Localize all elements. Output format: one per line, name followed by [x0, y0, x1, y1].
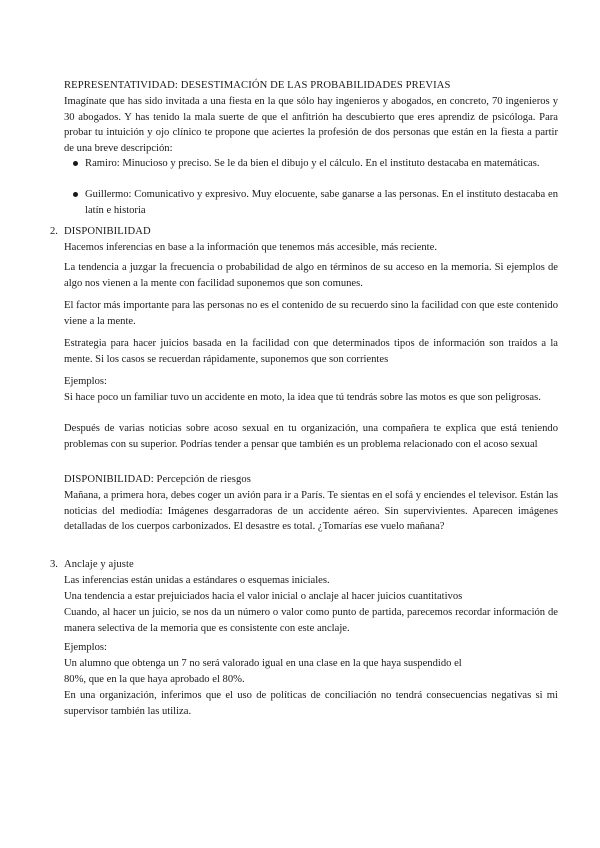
- section-title-anclaje: Anclaje y ajuste: [64, 559, 134, 570]
- paragraph: Las inferencias están unidas a estándares o esquemas iniciales.: [64, 575, 330, 586]
- section-number-2: 2.: [50, 226, 58, 237]
- section-number-3: 3.: [50, 559, 58, 570]
- risk-paragraph: Mañana, a primera hora, debes coger un avión para ir a París. Te sientas en el sofá y enciendes el televisor. Están las noticias del mediodía: Imágenes desgarradoras de un accidente aéreo. Sin supervivientes. Aparecen imágenes detalladas de los cuerpos carbonizados. El desastre es total. ¿Tomarías ese vuelo mañana?: [64, 490, 558, 533]
- paragraph: Una tendencia a estar prejuiciados hacia el valor inicial o anclaje al hacer juicios cuantitativos: [64, 591, 463, 602]
- paragraph: Estrategia para hacer juicios basada en la facilidad con que determinados tipos de información son traídos a la mente. Si los casos se recuerdan rápidamente, suponemos que son corrientes: [64, 338, 558, 365]
- example-paragraph: En una organización, inferimos que el uso de políticas de conciliación no tendrá consecuencias negativas si mi supervisor también las utiliza.: [64, 690, 558, 717]
- bullet-icon: [73, 161, 78, 166]
- example-line: Un alumno que obtenga un 7 no será valorado igual en una clase en la que haya suspendido el: [64, 658, 462, 669]
- bullet-text-ramiro: Ramiro: Minucioso y preciso. Se le da bien el dibujo y el cálculo. En el instituto destacaba en matemáticas.: [85, 158, 540, 169]
- examples-label: Ejemplos:: [64, 642, 107, 653]
- list-item: [64, 187, 558, 218]
- list-item: [64, 156, 558, 172]
- section-intro-paragraph: Imagínate que has sido invitada a una fiesta en la que sólo hay ingenieros y abogados, en concreto, 70 ingenieros y 30 abogados. Y has tenido la mala suerte de que el anfitrión ha descubierto que eres aprendiz de psicóloga. Para probar tu intuición y ojo clínico te propone que aciertes la profesión de dos personas que están en la fiesta a partir de una breve descripción:: [64, 96, 558, 154]
- paragraph: El factor más importante para las personas no es el contenido de su recuerdo sino la facilidad con que este contenido viene a la mente.: [64, 300, 558, 327]
- section-title-disponibilidad: DISPONIBILIDAD: [64, 226, 151, 237]
- subsection-title-risk: DISPONIBILIDAD: Percepción de riesgos: [64, 474, 251, 485]
- bullet-icon: [73, 192, 78, 197]
- examples-label: Ejemplos:: [64, 376, 107, 387]
- section-title-representatividad: REPRESENTATIVIDAD: DESESTIMACIÓN DE LAS PROBABILIDADES PREVIAS: [64, 80, 451, 91]
- bullet-text-guillermo: Guillermo: Comunicativo y expresivo. Muy elocuente, sabe ganarse a las personas. En el instituto destacaba en latín e historia: [85, 189, 558, 216]
- example-paragraph: Si hace poco un familiar tuvo un accidente en moto, la idea que tú tendrás sobre las motos es que son peligrosas.: [64, 392, 541, 403]
- paragraph: La tendencia a juzgar la frecuencia o probabilidad de algo en términos de su acceso en la memoria. Si ejemplos de algo nos vienen a la mente con facilidad suponemos que son comunes.: [64, 262, 558, 289]
- paragraph: Cuando, al hacer un juicio, se nos da un número o valor como punto de partida, parecemos recordar información de manera selectiva de la memoria que es consistente con este anclaje.: [64, 607, 558, 634]
- example-paragraph: Después de varias noticias sobre acoso sexual en tu organización, una compañera te explica que está teniendo problemas con su superior. Podrías tender a pensar que también es un problema relacionado con el acoso sexual: [64, 423, 558, 450]
- paragraph: Hacemos inferencias en base a la información que tenemos más accesible, más reciente.: [64, 242, 437, 253]
- example-line: 80%, que en la que haya aprobado el 80%.: [64, 674, 245, 685]
